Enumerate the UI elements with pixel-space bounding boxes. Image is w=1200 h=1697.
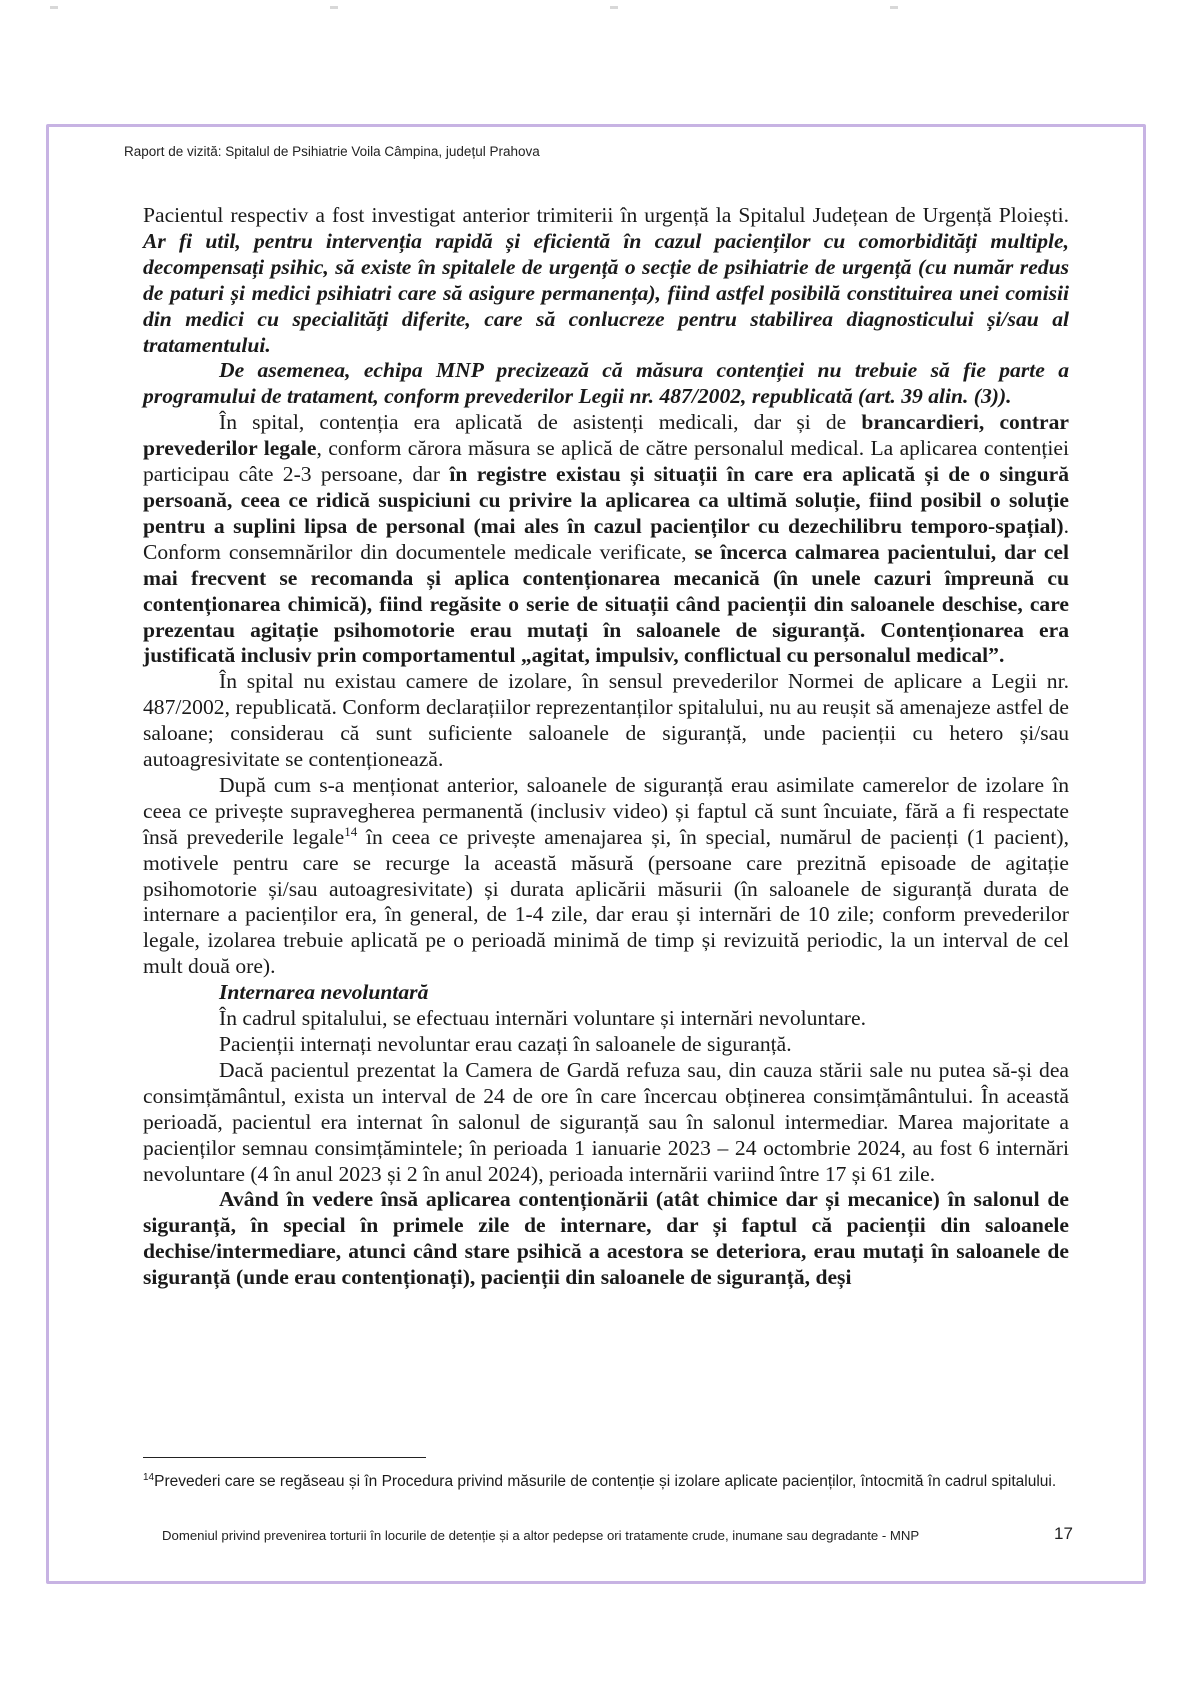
running-footer: Domeniul privind prevenirea torturii în locurile de detenție și a altor pedepse ori tratamente crude, inumane sau degradante - MNP [162, 1528, 920, 1543]
text-run: brancardieri, contrar prevederilor legale [143, 410, 1069, 461]
text-run: În spital, contenția era aplicată de asistenți medicali, dar și de [219, 410, 862, 435]
paragraph-p7 [143, 1006, 1069, 1032]
text-run: În cadrul spitalului, se efectuau internări voluntare și internări nevoluntare. [219, 1006, 866, 1031]
paragraph-p3 [143, 410, 1069, 669]
paragraph-p6 [143, 980, 1069, 1006]
text-run: Pacientul respectiv a fost investigat anterior trimiterii în urgență la Spitalul Județean de Urgență Ploiești. [143, 203, 1069, 227]
text-run: Dacă pacientul prezentat la Camera de Gardă refuza sau, din cauza stării sale nu putea să-și dea consimțământul, exista un interval de 24 de ore în care încercau obținerea consimțământului. În această perioadă, pacientul era internat în salonul de siguranță sau în salonul intermediar. Marea majoritate a pacienților semnau consimțămintele; în perioada 1 ianuarie 2023 – 24 octombrie 2024, au fost 6 internări nevoluntare (4 în anul 2023 și 2 în anul 2024), perioada internării variind între 17 și 61 zile. [143, 1057, 1069, 1186]
text-run: După cum s-a menționat anterior, saloanele de siguranță erau asimilate camerelor de izolare în ceea ce privește supravegherea permanentă (inclusiv video) și faptul că sunt încuiate, fără a fi respectate însă prevederile legale [143, 772, 1069, 849]
text-run: Internarea nevoluntară [219, 980, 429, 1005]
text-run: , conform cărora măsura se aplică de către personalul medical. La aplicarea contenției participau câte 2-3 persoane, dar [143, 436, 1070, 487]
page-number: 17 [1054, 1524, 1073, 1543]
text-run: În spital nu existau camere de izolare, în sensul prevederilor Normei de aplicare a Legii nr. 487/2002, republicată. Conform declarațiilor reprezentanților spitalului, nu au reușit să amenajeze astfel de saloane; considerau că sunt suficiente saloanele de siguranță, unde pacienții cu hetero și/sau autoagresivitate se contenționează. [143, 669, 1069, 772]
text-run: în ceea ce privește amenajarea și, în special, numărul de pacienți (1 pacient), motivele pentru care se recurge la această măsură (persoane care prezitnă episoade de agitație psihomotorie și/sau autoagresivitate) și durata aplicării măsurii (în saloanele de siguranță durata de internare a pacienților era, în general, de 1-4 zile, dar erau și internări de 10 zile; conform prevederilor legale, izolarea trebuie aplicată pe o perioadă minimă de timp și revizuită periodic, la un interval de cel mult două ore). [143, 824, 1069, 979]
running-header: Raport de vizită: Spitalul de Psihiatrie Voila Câmpina, județul Prahova [124, 144, 540, 159]
body-text [143, 203, 1069, 1291]
text-run: Pacienții internați nevoluntar erau cazați în saloanele de siguranță. [219, 1032, 792, 1056]
scan-artifact [50, 6, 58, 9]
footnote-text: Prevederi care se regăseau și în Procedura privind măsurile de contenție și izolare aplicate pacienților, întocmită în cadrul spitalului. [154, 1473, 1057, 1490]
scan-artifact [890, 6, 898, 9]
text-run: în registre existau și situații în care era aplicată și de o singură persoană, ceea ce ridică suspiciuni cu privire la aplicarea ca ultimă soluție, fiind posibil o soluție pentru a suplini lipsa de personal (mai ales în cazul pacienților cu dezechilibru temporo-spațial) [143, 462, 1069, 538]
paragraph-p9 [143, 1058, 1069, 1188]
paragraph-p4 [143, 669, 1069, 773]
paragraph-p10 [143, 1187, 1069, 1291]
scan-artifact [610, 6, 618, 9]
paragraph-p5 [143, 773, 1069, 980]
footnote-reference: 14 [344, 823, 358, 839]
text-run: De asemenea, echipa MNP precizează că măsura contenției nu trebuie să fie parte a programului de tratament, conform prevederilor Legii nr. 487/2002, republicată (art. 39 alin. (3)). [143, 358, 1069, 409]
paragraph-p2 [143, 358, 1069, 410]
text-run: . Conform consemnărilor din documentele medicale verificate, [143, 513, 1069, 564]
footnote-divider [143, 1457, 426, 1458]
paragraph-p1 [143, 203, 1069, 358]
text-run: Având în vedere însă aplicarea contenționării (atât chimice dar și mecanice) în salonul de siguranță, în special în primele zile de internare, dar și faptul că pacienții din saloanele dechise/intermediare, atunci când stare psihică a acestora se deteriora, erau mutați în saloanele de siguranță (unde erau contenționați), pacienții din saloanele de siguranță, deși [143, 1187, 1069, 1290]
scan-artifact [330, 6, 338, 9]
paragraph-p8 [143, 1032, 1069, 1058]
footnote-marker: 14 [143, 1471, 155, 1483]
text-run: Ar fi util, pentru intervenția rapidă și eficientă în cazul pacienților cu comorbidități multiple, decompensați psihic, să existe în spitalele de urgență o secție de psihiatrie de urgență (cu număr redus de paturi și medici psihiatri care să asigure permanența), fiind astfel posibilă constituirea unei comisii din medici cu specialități diferite, care să conlucreze pentru stabilirea diagnosticului și/sau al tratamentului. [143, 228, 1069, 357]
text-run: se încerca calmarea pacientului, dar cel mai frecvent se recomanda și aplica contenționarea mecanică (în unele cazuri împreună cu contenționarea chimică), fiind regăsite o serie de situații când pacienții din saloanele deschise, care prezentau agitație psihomotorie erau mutați în saloanele de siguranță. Contenționarea era justificată inclusiv prin comportamentul „agitat, impulsiv, conflictual cu personalul medical”. [143, 539, 1069, 668]
footnote [143, 1470, 1069, 1493]
